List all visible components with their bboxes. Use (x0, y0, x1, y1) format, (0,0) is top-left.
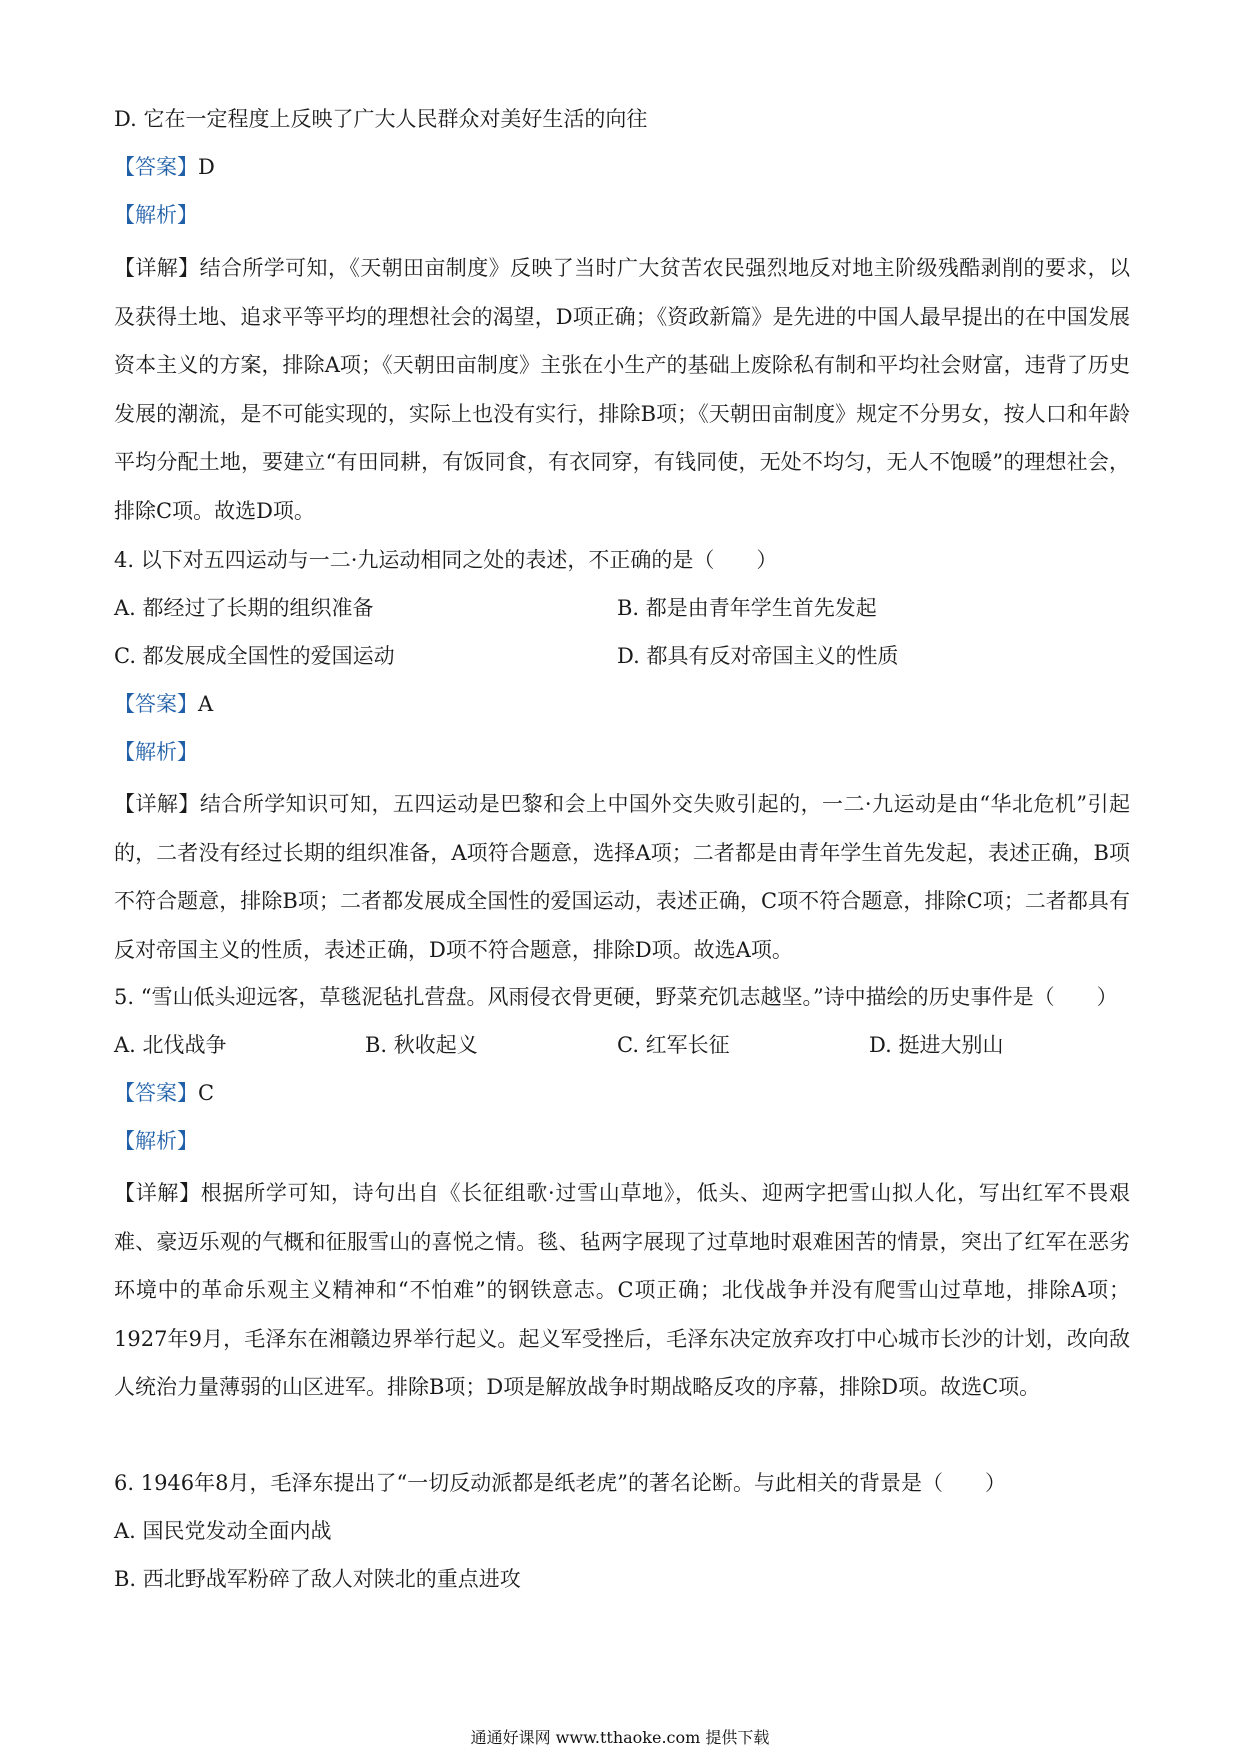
answer-value: D (198, 155, 215, 179)
q6-option-a: A. 国民党发动全面内战 (114, 1519, 332, 1543)
answer-value: C (198, 1081, 215, 1105)
q3-answer (114, 152, 215, 182)
q6-option-b: B. 西北野战军粉碎了敌人对陕北的重点进攻 (114, 1567, 521, 1591)
q4-option-b: B. 都是由青年学生首先发起 (617, 596, 877, 620)
q3-option-d: D. 它在一定程度上反映了广大人民群众对美好生活的向往 (114, 107, 648, 131)
q4-option-a: A. 都经过了长期的组织准备 (114, 596, 374, 620)
answer-label: 【答案】 (114, 155, 198, 179)
q4-detail (114, 780, 1130, 974)
answer-label: 【答案】 (114, 1081, 198, 1105)
q5-analysis-heading (114, 1126, 198, 1156)
answer-label: 【答案】 (114, 692, 198, 716)
q4-option-c: C. 都发展成全国性的爱国运动 (114, 644, 395, 668)
q5-option-c: C. 红军长征 (617, 1033, 730, 1057)
q4-stem: 4. 以下对五四运动与一二·九运动相同之处的表述，不正确的是（ ） (114, 548, 778, 572)
q6-stem: 6. 1946年8月，毛泽东提出了“一切反动派都是纸老虎”的著名论断。与此相关的背景是（ ） (114, 1471, 1006, 1495)
q5-option-b: B. 秋收起义 (365, 1033, 478, 1057)
q5-option-d: D. 挺进大别山 (869, 1033, 1004, 1057)
q4-option-d: D. 都具有反对帝国主义的性质 (617, 644, 899, 668)
detail-label: 【详解】 (114, 256, 200, 280)
footer-source: 通通好课网 www.tthaoke.com 提供下载 (470, 1728, 770, 1747)
q3-detail (114, 244, 1130, 536)
detail-label: 【详解】 (114, 792, 200, 816)
q5-answer (114, 1078, 214, 1108)
q5-stem: 5. “雪山低头迎远客，草毯泥毡扎营盘。风雨侵衣骨更硬，野菜充饥志越坚。”诗中描绘的历史事件是（ ） (114, 985, 1118, 1009)
q5-option-a: A. 北伐战争 (114, 1033, 227, 1057)
q4-analysis-heading (114, 737, 198, 767)
detail-text: 根据所学可知，诗句出自《长征组歌·过雪山草地》，低头、迎两字把雪山拟人化，写出红军不畏艰难、豪迈乐观的气概和征服雪山的喜悦之情。毯、毡两字展现了过草地时艰难困苦的情景，突出了红军在恶劣环境中的革命乐观主义精神和“不怕难”的钢铁意志。C项正确；北伐战争并没有爬雪山过草地，排除A项；1927年9月，毛泽东在湘赣边界举行起义。起义军受挫后，毛泽东决定放弃攻打中心城市长沙的计划，改向敌人统治力量薄弱的山区进军。排除B项；D项是解放战争时期战略反攻的序幕，排除D项。故选C项。 (114, 1181, 1131, 1400)
analysis-label: 【解析】 (114, 1129, 198, 1153)
detail-text: 结合所学可知，《天朝田亩制度》反映了当时广大贫苦农民强烈地反对地主阶级残酷剥削的要求，以及获得土地、追求平等平均的理想社会的渴望，D项正确；《资政新篇》是先进的中国人最早提出的在中国发展资本主义的方案，排除A项；《天朝田亩制度》主张在小生产的基础上废除私有制和平均社会财富，违背了历史发展的潮流，是不可能实现的，实际上也没有实行，排除B项；《天朝田亩制度》规定不分男女，按人口和年龄平均分配土地，要建立“有田同耕，有饭同食，有衣同穿，有钱同使，无处不均匀，无人不饱暖”的理想社会，排除C项。故选D项。 (114, 256, 1130, 523)
detail-text: 结合所学知识可知，五四运动是巴黎和会上中国外交失败引起的，一二·九运动是由“华北危机”引起的，二者没有经过长期的组织准备，A项符合题意，选择A项；二者都是由青年学生首先发起，表述正确，B项不符合题意，排除B项；二者都发展成全国性的爱国运动，表述正确，C项不符合题意，排除C项；二者都具有反对帝国主义的性质，表述正确，D项不符合题意，排除D项。故选A项。 (114, 792, 1130, 962)
answer-value: A (198, 692, 214, 716)
analysis-label: 【解析】 (114, 740, 198, 764)
detail-label: 【详解】 (114, 1181, 201, 1205)
q5-detail (114, 1169, 1130, 1412)
q3-analysis-heading (114, 200, 198, 230)
analysis-label: 【解析】 (114, 203, 198, 227)
q4-answer (114, 689, 213, 719)
